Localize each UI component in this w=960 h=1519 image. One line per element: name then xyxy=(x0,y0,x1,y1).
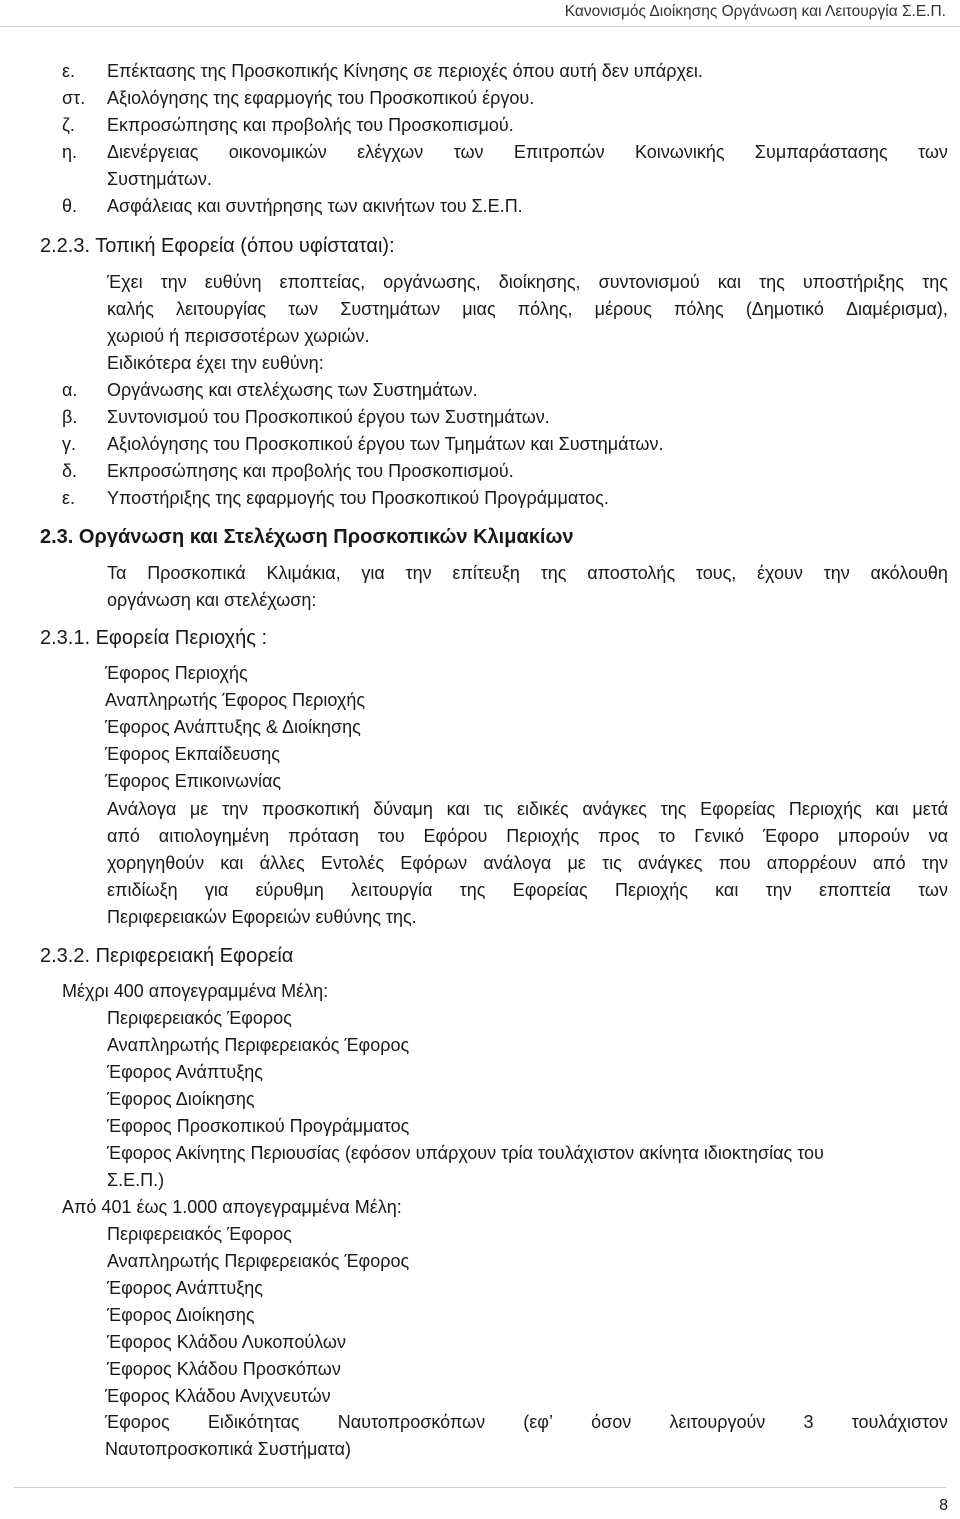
word: ειδικές xyxy=(516,799,569,819)
word: Διαμέρισμα), xyxy=(845,299,948,319)
list-item: Αξιολόγησης του Προσκοπικού έργου των Τμημάτων και Συστημάτων. xyxy=(107,434,664,454)
list-item: Εκπροσώπησης και προβολής του Προσκοπισμού. xyxy=(107,461,514,481)
word: Έχει xyxy=(107,272,143,292)
role-item: Έφορος Ακίνητης Περιουσίας (εφόσον υπάρχουν τρία τουλάχιστον ακίνητα ιδιοκτησίας του xyxy=(107,1143,824,1163)
word: της xyxy=(759,272,785,292)
role-item: Περιφερειακός Έφορος xyxy=(107,1224,292,1244)
word: επιδίωξη xyxy=(107,880,178,900)
word: εποπτείας, xyxy=(279,272,366,292)
word: (Δημοτικό xyxy=(745,299,824,319)
word: πρόταση xyxy=(288,826,359,846)
word: λειτουργούν xyxy=(669,1412,766,1432)
word: των xyxy=(288,299,319,319)
word: τους, xyxy=(695,563,737,583)
word: Εφορείας xyxy=(512,880,588,900)
word: Κοινωνικής xyxy=(634,142,725,162)
word: και xyxy=(715,880,739,900)
role-item: Έφορος Διοίκησης xyxy=(107,1089,255,1109)
word: Εντολές xyxy=(320,853,385,873)
word: Περιοχής xyxy=(506,826,580,846)
word: για xyxy=(361,563,385,583)
list-item-continued: Συστημάτων. xyxy=(107,169,212,189)
word: Τα xyxy=(107,563,127,583)
role-item: Έφορος Περιοχής xyxy=(105,663,248,683)
role-item: Περιφερειακός Έφορος xyxy=(107,1008,292,1028)
word: των xyxy=(917,142,948,162)
list-item-justified xyxy=(107,140,948,164)
list-item: Εκπροσώπησης και προβολής του Προσκοπισμού. xyxy=(107,115,514,135)
word: Διενέργειας xyxy=(107,142,199,162)
word: Συμπαράστασης xyxy=(754,142,888,162)
list-marker: α. xyxy=(62,380,78,400)
word: και xyxy=(220,853,244,873)
paragraph-line xyxy=(107,270,948,294)
role-item: Αναπληρωτής Περιφερειακός Έφορος xyxy=(107,1035,410,1055)
word: πόλης, xyxy=(517,299,573,319)
word: Έφορο xyxy=(762,826,820,846)
word: Εφόρων xyxy=(400,853,468,873)
word: Ειδικότητας xyxy=(207,1412,300,1432)
list-marker: στ. xyxy=(62,88,86,108)
word: αιτιολογημένη xyxy=(158,826,270,846)
list-item: Αξιολόγησης της εφαρμογής του Προσκοπικού έργου. xyxy=(107,88,535,108)
word: του xyxy=(377,826,405,846)
paragraph-line xyxy=(107,797,948,821)
word: εποπτεία xyxy=(818,880,891,900)
group-label: Από 401 έως 1.000 απογεγραμμένα Μέλη: xyxy=(62,1197,402,1217)
role-item: Έφορος Κλάδου Ανιχνευτών xyxy=(105,1386,331,1406)
list-item: Επέκτασης της Προσκοπικής Κίνησης σε περιοχές όπου αυτή δεν υπάρχει. xyxy=(107,61,703,81)
word: λειτουργίας xyxy=(175,299,267,319)
word: την xyxy=(765,880,792,900)
list-marker: δ. xyxy=(62,461,78,481)
list-marker: β. xyxy=(62,407,78,427)
role-item: Έφορος Ανάπτυξης & Διοίκησης xyxy=(105,717,361,737)
word: την xyxy=(160,272,187,292)
list-item: Οργάνωσης και στελέχωσης των Συστημάτων. xyxy=(107,380,478,400)
word: των xyxy=(453,142,484,162)
paragraph-line: οργάνωση και στελέχωση: xyxy=(107,590,317,610)
paragraph-line: χωριού ή περισσοτέρων χωριών. xyxy=(107,326,370,346)
list-item: Ασφάλειας και συντήρησης των ακινήτων του Σ.Ε.Π. xyxy=(107,196,523,216)
role-item: Έφορος Ανάπτυξης xyxy=(107,1278,263,1298)
word: την xyxy=(405,563,432,583)
word: να xyxy=(928,826,948,846)
word: ελέγχων xyxy=(357,142,424,162)
list-marker: ε. xyxy=(62,61,76,81)
footer-rule xyxy=(14,1487,946,1488)
word: των xyxy=(918,880,948,900)
word: τις xyxy=(483,799,504,819)
word: ανάγκες xyxy=(582,799,647,819)
word: και xyxy=(446,799,470,819)
word: την xyxy=(222,799,249,819)
word: προς xyxy=(598,826,640,846)
list-item: Συντονισμού του Προσκοπικού έργου των Συστημάτων. xyxy=(107,407,550,427)
word: Περιοχής xyxy=(788,799,862,819)
word: άλλες xyxy=(259,853,305,873)
word: εύρυθμη xyxy=(255,880,324,900)
word: Ναυτοπροσκόπων xyxy=(337,1412,486,1432)
paragraph-line xyxy=(107,824,948,848)
word: την xyxy=(921,853,948,873)
word: της xyxy=(540,563,567,583)
word: τουλάχιστον xyxy=(851,1412,948,1432)
word: 3 xyxy=(803,1412,814,1432)
word: την xyxy=(823,563,850,583)
subheading: Ειδικότερα έχει την ευθύνη: xyxy=(107,353,324,373)
word: και xyxy=(875,799,899,819)
role-item: Έφορος Προσκοπικού Προγράμματος xyxy=(107,1116,410,1136)
paragraph-line xyxy=(107,878,948,902)
word: Εφόρου xyxy=(423,826,488,846)
list-marker: ε. xyxy=(62,488,76,508)
section-heading-2-3: 2.3. Οργάνωση και Στελέχωση Προσκοπικών Κλιμακίων xyxy=(40,526,574,548)
word: από xyxy=(872,853,906,873)
list-marker: γ. xyxy=(62,434,77,454)
paragraph-line: Περιφερειακών Εφορειών ευθύνης της. xyxy=(107,907,417,927)
word: ανάγκες xyxy=(637,853,703,873)
word: οργάνωσης, xyxy=(383,272,481,292)
word: της xyxy=(459,880,486,900)
paragraph-line xyxy=(107,561,948,585)
word: πόλης xyxy=(673,299,724,319)
word: όσον xyxy=(591,1412,632,1432)
word: διοίκησης, xyxy=(498,272,581,292)
role-item: Έφορος Κλάδου Προσκόπων xyxy=(107,1359,341,1379)
list-marker: ζ. xyxy=(62,115,75,135)
header-rule xyxy=(0,26,960,27)
word: ανάλογα xyxy=(483,853,552,873)
word: απορρέουν xyxy=(766,853,857,873)
word: και xyxy=(717,272,741,292)
role-item: Αναπληρωτής Περιφερειακός Έφορος xyxy=(107,1251,410,1271)
word: προσκοπική xyxy=(261,799,360,819)
word: (εφ’ xyxy=(523,1412,553,1432)
word: τις xyxy=(601,853,622,873)
word: με xyxy=(567,853,586,873)
word: αποστολής xyxy=(587,563,676,583)
word: μπορούν xyxy=(837,826,910,846)
word: καλής xyxy=(107,299,154,319)
word: για xyxy=(204,880,229,900)
word: μετά xyxy=(912,799,948,819)
word: Συστημάτων xyxy=(340,299,441,319)
group-label: Μέχρι 400 απογεγραμμένα Μέλη: xyxy=(62,981,329,1001)
running-header: Κανονισμός Διοίκησης Οργάνωση και Λειτουργία Σ.Ε.Π. xyxy=(564,3,946,20)
role-item: Έφορος Κλάδου Λυκοπούλων xyxy=(107,1332,346,1352)
word: ευθύνη xyxy=(204,272,262,292)
word: που xyxy=(718,853,751,873)
word: με xyxy=(189,799,209,819)
word: Εφορείας xyxy=(700,799,776,819)
word: λειτουργία xyxy=(351,880,433,900)
list-item: Υποστήριξης της εφαρμογής του Προσκοπικού Προγράμματος. xyxy=(107,488,609,508)
list-marker: θ. xyxy=(62,196,78,216)
word: Έφορος xyxy=(105,1412,170,1432)
word: ακόλουθη xyxy=(870,563,948,583)
word: συντονισμού xyxy=(598,272,700,292)
role-item: Έφορος Εκπαίδευσης xyxy=(105,744,280,764)
role-item: Έφορος Διοίκησης xyxy=(107,1305,255,1325)
section-heading-2-3-1: 2.3.1. Εφορεία Περιοχής : xyxy=(40,627,268,649)
role-item: Έφορος Επικοινωνίας xyxy=(105,771,282,791)
role-item-continued: Σ.Ε.Π.) xyxy=(107,1170,165,1190)
list-marker: η. xyxy=(62,142,78,162)
word: Κλιμάκια, xyxy=(266,563,341,583)
word: υποστήριξης xyxy=(802,272,905,292)
word: από xyxy=(107,826,140,846)
word: Περιοχής xyxy=(614,880,688,900)
word: το xyxy=(658,826,676,846)
word: της xyxy=(660,799,687,819)
role-item: Αναπληρωτής Έφορος Περιοχής xyxy=(105,690,365,710)
role-item-continued: Ναυτοπροσκοπικά Συστήματα) xyxy=(105,1439,352,1459)
word: Επιτροπών xyxy=(513,142,605,162)
word: Γενικό xyxy=(694,826,745,846)
word: χορηγηθούν xyxy=(107,853,205,873)
word: Προσκοπικά xyxy=(147,563,246,583)
word: οικονομικών xyxy=(228,142,327,162)
section-heading-2-2-3: 2.2.3. Τοπική Εφορεία (όπου υφίσταται): xyxy=(40,235,395,257)
word: Ανάλογα xyxy=(107,799,177,819)
word: έχουν xyxy=(757,563,803,583)
section-heading-2-3-2: 2.3.2. Περιφερειακή Εφορεία xyxy=(40,945,294,967)
word: μέρους xyxy=(594,299,652,319)
word: μιας xyxy=(462,299,496,319)
word: επίτευξη xyxy=(452,563,520,583)
paragraph-line xyxy=(107,297,948,321)
page-number: 8 xyxy=(939,1497,948,1514)
role-item: Έφορος Ανάπτυξης xyxy=(107,1062,263,1082)
word: της xyxy=(922,272,948,292)
word: δύναμη xyxy=(373,799,433,819)
paragraph-line xyxy=(107,851,948,875)
role-item-justified xyxy=(105,1410,948,1434)
